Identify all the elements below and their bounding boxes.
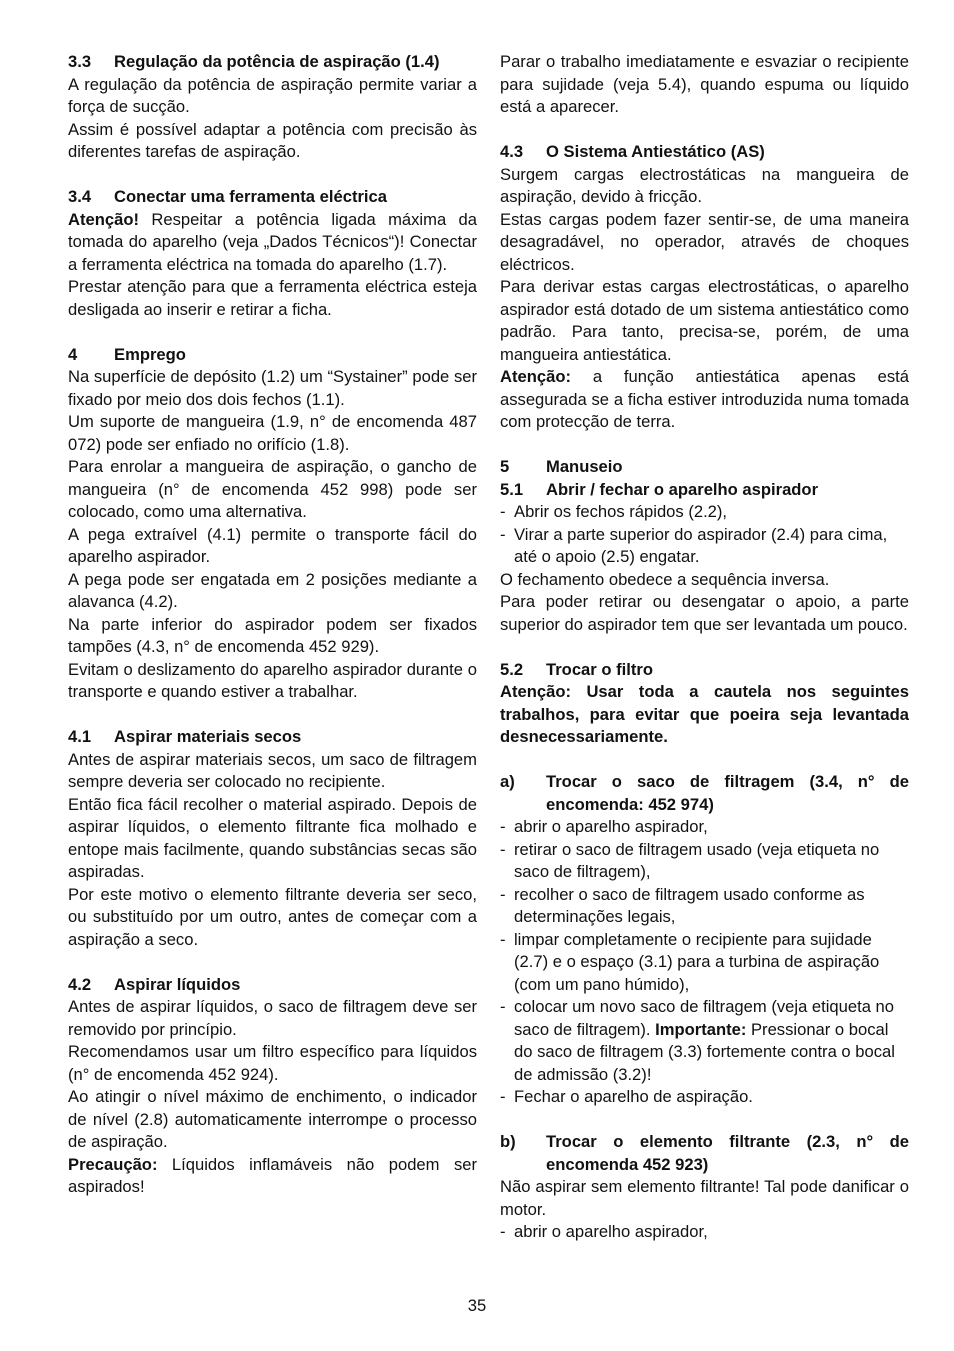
paragraph-text: Líquidos inflamáveis não podem ser aspirados!	[68, 1154, 477, 1196]
section-number: 4.1	[68, 727, 92, 746]
paragraph: Assim é possível adaptar a potência com precisão às diferentes tarefas de aspiração.	[68, 119, 477, 161]
paragraph	[500, 366, 909, 434]
section-heading	[68, 344, 477, 367]
section-number: 4	[68, 344, 78, 364]
list-item	[500, 996, 909, 1086]
section-title: Regulação da potência de aspiração (1.4)	[114, 52, 440, 71]
warning-lead: Atenção:	[500, 367, 571, 386]
subsection-number: b)	[500, 1132, 516, 1151]
page-number: 35	[467, 1296, 487, 1315]
paragraph	[68, 1154, 477, 1199]
subsection-title: Trocar o saco de filtragem (3.4, n° de encomenda: 452 974)	[546, 772, 909, 814]
important-lead: Importante:	[655, 1019, 747, 1039]
list-item-text: Pressionar o bocal do saco de filtragem (3.3) fortemente contra o bocal de admissão (3.2)!	[514, 1019, 895, 1084]
paragraph: Recomendamos usar um filtro específico para líquidos (n° de encomenda 452 924).	[68, 1042, 477, 1084]
section-number: 5.2	[500, 659, 524, 679]
paragraph: A pega extraível (4.1) permite o transporte fácil do aparelho aspirador.	[68, 524, 477, 566]
list-item: - recolher o saco de filtragem usado conforme as determinações legais,	[500, 884, 909, 929]
section-title: Abrir / fechar o aparelho aspirador	[546, 479, 819, 499]
section-title: Manuseio	[546, 457, 623, 476]
subsection-number: a)	[500, 772, 515, 791]
section-heading	[68, 974, 477, 997]
list-item: - limpar completamente o recipiente para sujidade (2.7) e o espaço (3.1) para a turbina de aspiração (com um pano húmido),	[500, 929, 909, 997]
list-item: - Virar a parte superior do aspirador (2.4) para cima, até o apoio (2.5) engatar.	[500, 524, 909, 569]
warning-paragraph: Atenção: Usar toda a cautela nos seguintes trabalhos, para evitar que poeira seja levantada desnecessariamente.	[500, 682, 909, 746]
paragraph: Para enrolar a mangueira de aspiração, o gancho de mangueira (n° de encomenda 452 998) pode ser colocado, como uma alternativa.	[68, 457, 477, 521]
left-column	[68, 51, 477, 1199]
section-heading	[500, 456, 909, 479]
section-number: 3.3	[68, 52, 92, 71]
section-title: Emprego	[114, 344, 186, 364]
paragraph: Antes de aspirar líquidos, o saco de filtragem deve ser removido por princípio.	[68, 997, 477, 1039]
paragraph: Para poder retirar ou desengatar o apoio, a parte superior do aspirador tem que ser levantada um pouco.	[500, 592, 909, 634]
paragraph: Então fica fácil recolher o material aspirado. Depois de aspirar líquidos, o elemento filtrante fica molhado e entope mais facilmente, quando substâncias secas são aspiradas.	[68, 794, 477, 881]
paragraph: Para derivar estas cargas electrostáticas, o aparelho aspirador está dotado de um sistema antiestático como padrão. Para tanto, precisa-se, porém, de uma mangueira antiestática.	[500, 277, 909, 364]
section-title: O Sistema Antiestático (AS)	[546, 142, 765, 161]
paragraph: Estas cargas podem fazer sentir-se, de uma maneira desagradável, no operador, através de choques eléctricos.	[500, 209, 909, 274]
list-item-text: colocar um novo saco de filtragem (veja etiqueta no saco de filtragem).	[514, 997, 895, 1039]
section-heading	[500, 141, 909, 164]
section-title: Trocar o filtro	[546, 659, 653, 679]
paragraph: A pega pode ser engatada em 2 posições mediante a alavanca (4.2).	[68, 569, 477, 611]
warning-lead: Atenção!	[68, 209, 139, 229]
paragraph-text: a função antiestática apenas está assegurada se a ficha estiver introduzida numa tomada com protecção de terra.	[500, 367, 909, 431]
paragraph: Não aspirar sem elemento filtrante! Tal pode danificar o motor.	[500, 1177, 909, 1219]
subsection-heading	[500, 771, 909, 816]
list-item: - abrir o aparelho aspirador,	[500, 1221, 909, 1244]
section-heading	[500, 479, 909, 502]
list-item: - retirar o saco de filtragem usado (veja etiqueta no saco de filtragem),	[500, 839, 909, 884]
list-item: - abrir o aparelho aspirador,	[500, 816, 909, 839]
right-column	[500, 51, 909, 1244]
section-heading	[68, 51, 477, 74]
list-item: - Abrir os fechos rápidos (2.2),	[500, 501, 909, 524]
paragraph: Na superfície de depósito (1.2) um “Systainer” pode ser fixado por meio dos dois fechos (1.1).	[68, 367, 477, 409]
section-number: 5.1	[500, 479, 524, 499]
paragraph: Prestar atenção para que a ferramenta eléctrica esteja desligada ao inserir e retirar a ficha.	[68, 277, 477, 319]
warning-lead: Precaução:	[68, 1154, 158, 1174]
paragraph: Parar o trabalho imediatamente e esvaziar o recipiente para sujidade (veja 5.4), quando espuma ou líquido está a aparecer.	[500, 52, 909, 116]
paragraph: A regulação da potência de aspiração permite variar a força de sucção.	[68, 74, 477, 116]
paragraph: Por este motivo o elemento filtrante deveria ser seco, ou substituído por um outro, antes de começar com a aspiração a seco.	[68, 884, 477, 949]
section-title: Aspirar líquidos	[114, 974, 241, 994]
section-number: 4.3	[500, 142, 524, 161]
section-heading	[500, 659, 909, 682]
section-heading	[68, 186, 477, 209]
paragraph: Antes de aspirar materiais secos, um saco de filtragem sempre deveria ser colocado no recipiente.	[68, 749, 477, 791]
section-heading	[68, 726, 477, 749]
section-number: 5	[500, 457, 510, 476]
paragraph: Um suporte de mangueira (1.9, n° de encomenda 487 072) pode ser enfiado no orifício (1.8).	[68, 412, 477, 454]
list-item: - Fechar o aparelho de aspiração.	[500, 1086, 909, 1109]
paragraph: Surgem cargas electrostáticas na mangueira de aspiração, devido à fricção.	[500, 164, 909, 206]
paragraph: Evitam o deslizamento do aparelho aspirador durante o transporte e quando estiver a trabalhar.	[68, 659, 477, 701]
paragraph	[68, 209, 477, 277]
paragraph: Na parte inferior do aspirador podem ser fixados tampões (4.3, n° de encomenda 452 929).	[68, 614, 477, 656]
subsection-heading	[500, 1131, 909, 1176]
paragraph: Ao atingir o nível máximo de enchimento, o indicador de nível (2.8) automaticamente interrompe o processo de aspiração.	[68, 1087, 477, 1151]
paragraph-text: Respeitar a potência ligada máxima da tomada do aparelho (veja „Dados Técnicos“)! Conectar a ferramenta eléctrica na tomada do aparelho (1.7).	[68, 209, 477, 274]
section-title: Aspirar materiais secos	[114, 727, 302, 746]
section-number: 4.2	[68, 974, 92, 994]
subsection-title: Trocar o elemento filtrante (2.3, n° de encomenda 452 923)	[546, 1132, 909, 1174]
paragraph: O fechamento obedece a sequência inversa.	[500, 569, 830, 589]
section-title: Conectar uma ferramenta eléctrica	[114, 187, 387, 206]
section-number: 3.4	[68, 187, 92, 206]
